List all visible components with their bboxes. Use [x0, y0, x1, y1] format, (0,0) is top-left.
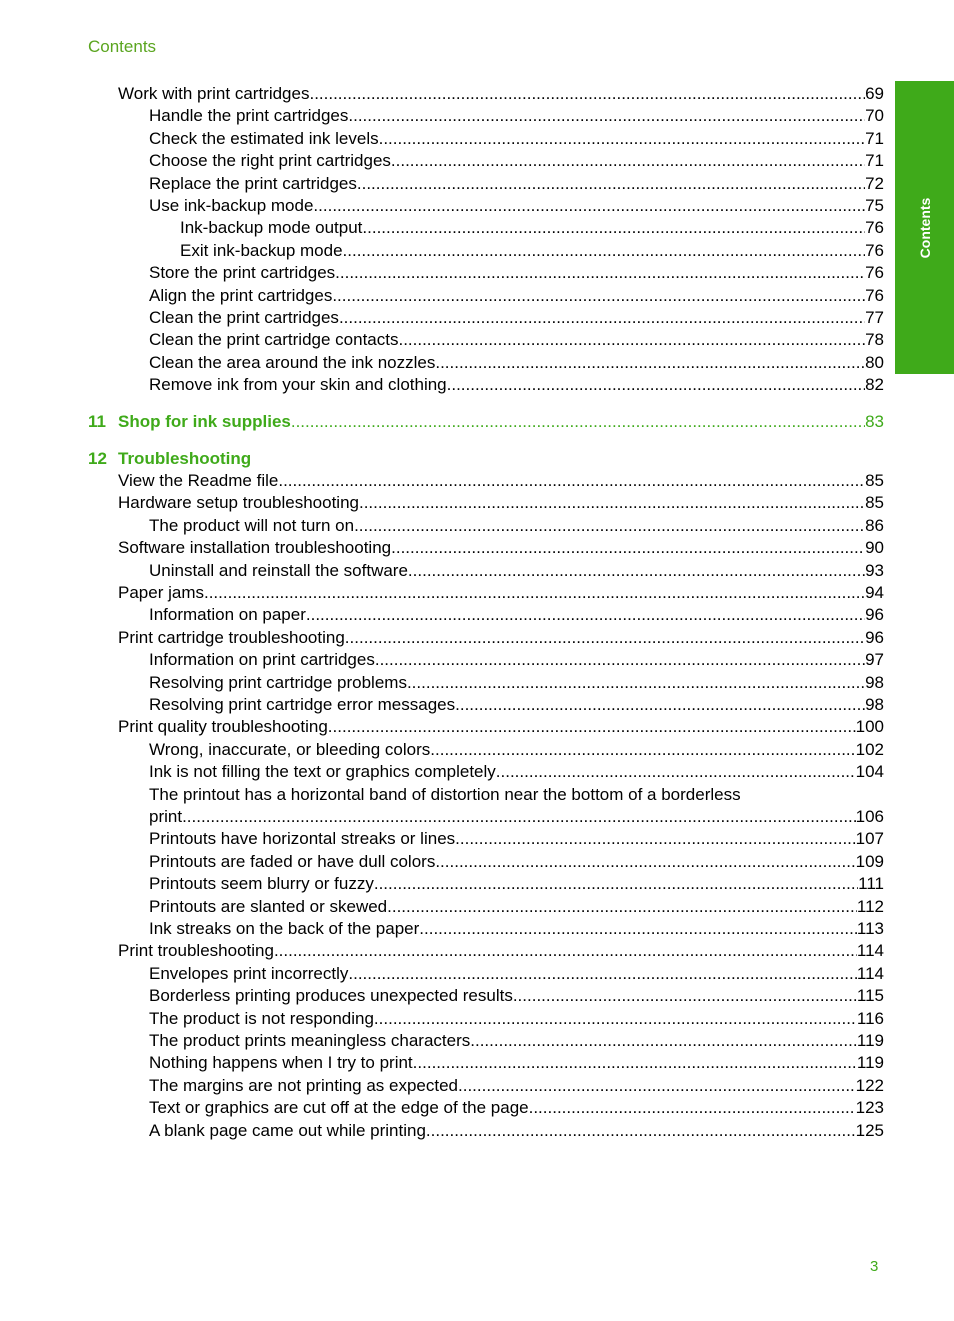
toc-entry-title: Clean the print cartridges: [149, 308, 339, 327]
toc-entry[interactable]: [149, 850, 884, 872]
toc-entry-page: 114: [856, 963, 884, 983]
toc-leader-dots: [513, 986, 857, 1006]
toc-entry-page: 102: [855, 739, 884, 759]
toc-entry[interactable]: [149, 1096, 884, 1118]
toc-entry-page: 125: [855, 1120, 884, 1140]
toc-entry-page: 96: [865, 627, 884, 647]
toc-entry-title: Information on paper: [149, 605, 306, 625]
toc-entry-title: Align the print cartridges: [149, 285, 333, 305]
toc-entry-title: Use ink-backup mode: [149, 196, 314, 215]
toc-entry-title: Text or graphics are cut off at the edge of the page: [149, 1098, 529, 1118]
toc-leader-dots: [306, 605, 865, 625]
toc-entry[interactable]: [118, 536, 884, 558]
toc-entry-title: A blank page came out while printing: [149, 1120, 426, 1140]
toc-entry-title: Check the estimated ink levels: [149, 128, 379, 148]
toc-entry-page: 119: [856, 1053, 884, 1073]
toc-entry-title: Hardware setup troubleshooting: [118, 493, 359, 513]
toc-entry-page: 113: [856, 919, 884, 938]
toc-entry-page: 90: [865, 538, 884, 558]
toc-leader-dots: [375, 650, 865, 670]
toc-leader-dots: [387, 897, 857, 917]
toc-entry[interactable]: [149, 149, 884, 171]
toc-entry-page: 69: [865, 84, 884, 103]
toc-entry-title: Ink streaks on the back of the paper: [149, 919, 420, 938]
toc-entry-page: 77: [865, 308, 884, 327]
toc-entry[interactable]: [149, 351, 884, 373]
toc-entry-page: 76: [865, 218, 884, 238]
toc-entry-page: 76: [865, 263, 884, 283]
toc-entry-page: 122: [855, 1075, 884, 1095]
toc-entry-title: Resolving print cartridge error messages: [149, 695, 456, 714]
toc-entry-title: Printouts are slanted or skewed: [149, 896, 388, 916]
toc-entry-title: Print quality troubleshooting: [118, 717, 328, 737]
toc-leader-dots: [374, 1009, 857, 1029]
toc-entry-page: 114: [856, 941, 884, 961]
toc-entry[interactable]: [118, 715, 884, 737]
toc-entry[interactable]: [149, 917, 884, 939]
toc-entry[interactable]: [149, 127, 884, 149]
toc-leader-dots: [455, 695, 865, 715]
toc-leader-dots: [419, 919, 857, 939]
toc-entry[interactable]: [149, 603, 884, 625]
toc-entry-title: Ink is not filling the text or graphics completely: [149, 762, 496, 782]
toc-entry-title: print: [149, 807, 183, 826]
toc-entry[interactable]: [149, 738, 884, 760]
toc-entry-title: Print cartridge troubleshooting: [118, 627, 345, 647]
toc-entry-page: 86: [865, 515, 884, 535]
toc-entry-page: 78: [865, 330, 884, 350]
toc-entry-page: 112: [856, 896, 884, 916]
toc-entry-page: 96: [865, 605, 884, 625]
toc-entry[interactable]: [149, 648, 884, 670]
toc-entry-page: 71: [865, 128, 884, 148]
toc-entry-title: Resolving print cartridge problems: [149, 672, 407, 692]
toc-entry-title: Ink-backup mode output: [180, 218, 363, 238]
toc-entry-title: The margins are not printing as expected: [149, 1075, 459, 1095]
toc-entry-title: The product is not responding: [149, 1008, 374, 1028]
toc-entry-page: 109: [855, 851, 884, 871]
toc-entry[interactable]: [149, 760, 884, 782]
toc-entry[interactable]: [149, 1074, 884, 1096]
toc-entry-page: 93: [865, 560, 884, 580]
toc-entry-title: Wrong, inaccurate, or bleeding colors: [149, 739, 431, 759]
toc-entry[interactable]: [149, 194, 884, 216]
toc-entry-page: 116: [856, 1008, 884, 1028]
toc-leader-dots: [291, 412, 865, 432]
toc-entry[interactable]: [149, 895, 884, 917]
toc-entry-page: 76: [865, 240, 884, 260]
toc-entry-page: 106: [855, 807, 884, 826]
toc-entry[interactable]: [149, 1051, 884, 1073]
page-header-title: Contents: [88, 37, 157, 56]
toc-leader-dots: [374, 874, 858, 894]
toc-entry-title: Paper jams: [118, 583, 204, 602]
toc-entry-page: 82: [865, 375, 884, 395]
toc-leader-dots: [348, 106, 865, 126]
toc-entry-page: 94: [865, 583, 884, 602]
chapter-title: Shop for ink supplies: [118, 412, 291, 431]
toc-entry[interactable]: [118, 939, 884, 961]
toc-entry-title: Information on print cartridges: [149, 650, 375, 670]
toc-entry[interactable]: [149, 261, 884, 283]
toc-entry[interactable]: [149, 984, 884, 1006]
toc-entry[interactable]: [149, 671, 884, 693]
toc-entry-page: 70: [865, 106, 884, 126]
toc-entry-title: Envelopes print incorrectly: [149, 963, 349, 983]
toc-entry[interactable]: [149, 962, 884, 984]
toc-entry-title: Remove ink from your skin and clothing: [149, 375, 447, 395]
side-tab-label: Contents: [916, 197, 933, 258]
toc-entry-title: Clean the print cartridge contacts: [149, 330, 399, 350]
toc-leader-dots: [354, 516, 865, 536]
toc-entry-page: 71: [865, 151, 884, 171]
toc-entry-title: Nothing happens when I try to print: [149, 1053, 413, 1073]
toc-entry[interactable]: [180, 239, 884, 261]
toc-leader-dots: [182, 807, 856, 827]
toc-entry[interactable]: [149, 373, 884, 395]
toc-entry-page: 123: [855, 1098, 884, 1118]
toc-entry-page: 85: [865, 493, 884, 513]
toc-leader-dots: [339, 308, 865, 328]
toc-entry-page: 75: [865, 196, 884, 215]
toc-entry[interactable]: [180, 216, 884, 238]
toc-entry[interactable]: [149, 1029, 884, 1051]
toc-entry[interactable]: [149, 306, 884, 328]
toc-entry-page: 72: [865, 173, 884, 193]
toc-entry-title: Uninstall and reinstall the software: [149, 560, 408, 580]
toc-leader-dots: [407, 673, 865, 693]
toc-leader-dots: [345, 628, 865, 648]
toc-leader-dots: [529, 1098, 856, 1118]
toc-entry[interactable]: [149, 827, 884, 849]
toc-entry[interactable]: [118, 82, 884, 104]
toc-leader-dots: [335, 263, 865, 283]
toc-entry-page: 104: [855, 762, 884, 782]
toc-entry-title-wrapped[interactable]: The printout has a horizontal band of distortion near the bottom of a borderless: [149, 784, 741, 804]
toc-leader-dots: [391, 151, 865, 171]
toc-leader-dots: [328, 717, 856, 737]
toc-leader-dots: [413, 1053, 857, 1073]
toc-entry-page: 119: [856, 1031, 884, 1050]
toc-entry-page: 98: [865, 672, 884, 692]
toc-entry-page: 80: [865, 352, 884, 372]
toc-entry-title: Work with print cartridges: [118, 84, 310, 103]
toc-leader-dots: [496, 762, 856, 782]
toc-entry-title: Printouts are faded or have dull colors: [149, 851, 436, 871]
toc-entry-title: Clean the area around the ink nozzles: [149, 352, 436, 372]
toc-leader-dots: [426, 1121, 856, 1141]
toc-leader-dots: [278, 471, 865, 491]
toc-entry-title: Software installation troubleshooting: [118, 538, 392, 558]
chapter-number: 11: [88, 412, 106, 431]
toc-leader-dots: [357, 174, 865, 194]
toc-entry-title: Print troubleshooting: [118, 941, 274, 961]
toc-entry-page: 100: [855, 717, 884, 737]
toc-entry[interactable]: [149, 514, 884, 536]
toc-leader-dots: [332, 286, 865, 306]
page-number: 3: [870, 1258, 879, 1275]
toc-leader-dots: [435, 353, 865, 373]
toc-entry-page: 107: [855, 829, 884, 849]
toc-entry[interactable]: [149, 172, 884, 194]
chapter-page: 83: [865, 412, 884, 431]
toc-leader-dots: [430, 740, 855, 760]
toc-chapter-11[interactable]: [88, 410, 884, 432]
toc-entry[interactable]: [118, 581, 884, 603]
toc-entry[interactable]: [118, 469, 884, 491]
toc-entry-title: Borderless printing produces unexpected results: [149, 986, 513, 1006]
toc-leader-dots: [447, 375, 865, 395]
toc-leader-dots: [309, 84, 865, 104]
toc-entry-title: The product will not turn on: [149, 515, 355, 535]
toc-entry[interactable]: [149, 559, 884, 581]
toc-leader-dots: [274, 941, 857, 961]
toc-leader-dots: [408, 561, 865, 581]
toc-leader-dots: [359, 493, 865, 513]
toc-entry-page: 97: [865, 650, 884, 670]
chapter-number: 12: [88, 449, 107, 468]
toc-entry-title: Exit ink-backup mode: [180, 240, 343, 260]
toc-leader-dots: [379, 129, 865, 149]
toc-leader-dots: [470, 1031, 857, 1051]
toc-entry[interactable]: [149, 872, 884, 894]
toc-entry[interactable]: [149, 328, 884, 350]
toc-leader-dots: [391, 538, 865, 558]
toc-leader-dots: [343, 241, 866, 261]
toc-entry-page: 111: [858, 874, 884, 894]
toc-leader-dots: [348, 964, 857, 984]
toc-entry-title: Choose the right print cartridges: [149, 151, 391, 171]
toc-leader-dots: [204, 583, 865, 603]
toc-entry[interactable]: [149, 805, 884, 827]
toc-entry[interactable]: [118, 626, 884, 648]
toc-entry-page: 85: [865, 471, 884, 490]
toc-entry-page: 76: [865, 285, 884, 305]
toc-entry-title: The product prints meaningless characters: [149, 1031, 471, 1050]
toc-leader-dots: [455, 829, 855, 849]
toc-entry-title: Handle the print cartridges: [149, 106, 349, 126]
toc-entry[interactable]: [149, 1119, 884, 1141]
toc-leader-dots: [362, 218, 865, 238]
toc-entry[interactable]: [149, 1007, 884, 1029]
toc-entry[interactable]: [149, 104, 884, 126]
toc-entry[interactable]: [118, 491, 884, 513]
toc-entry-title: Replace the print cartridges: [149, 173, 357, 193]
chapter-title: Troubleshooting: [118, 449, 252, 468]
toc-chapter-12[interactable]: [88, 449, 251, 469]
toc-leader-dots: [313, 196, 865, 216]
toc-entry-title: View the Readme file: [118, 471, 279, 490]
toc-entry-title: Printouts have horizontal streaks or lines: [149, 829, 456, 849]
toc-leader-dots: [398, 330, 865, 350]
toc-entry-page: 98: [865, 695, 884, 714]
toc-entry-title: Printouts seem blurry or fuzzy: [149, 874, 374, 894]
toc-entry[interactable]: [149, 693, 884, 715]
contents-side-tab: [895, 81, 954, 374]
toc-leader-dots: [458, 1076, 856, 1096]
toc-entry[interactable]: [149, 284, 884, 306]
toc-leader-dots: [435, 852, 855, 872]
toc-entry-page: 115: [856, 986, 884, 1006]
toc-entry-title: Store the print cartridges: [149, 263, 336, 283]
